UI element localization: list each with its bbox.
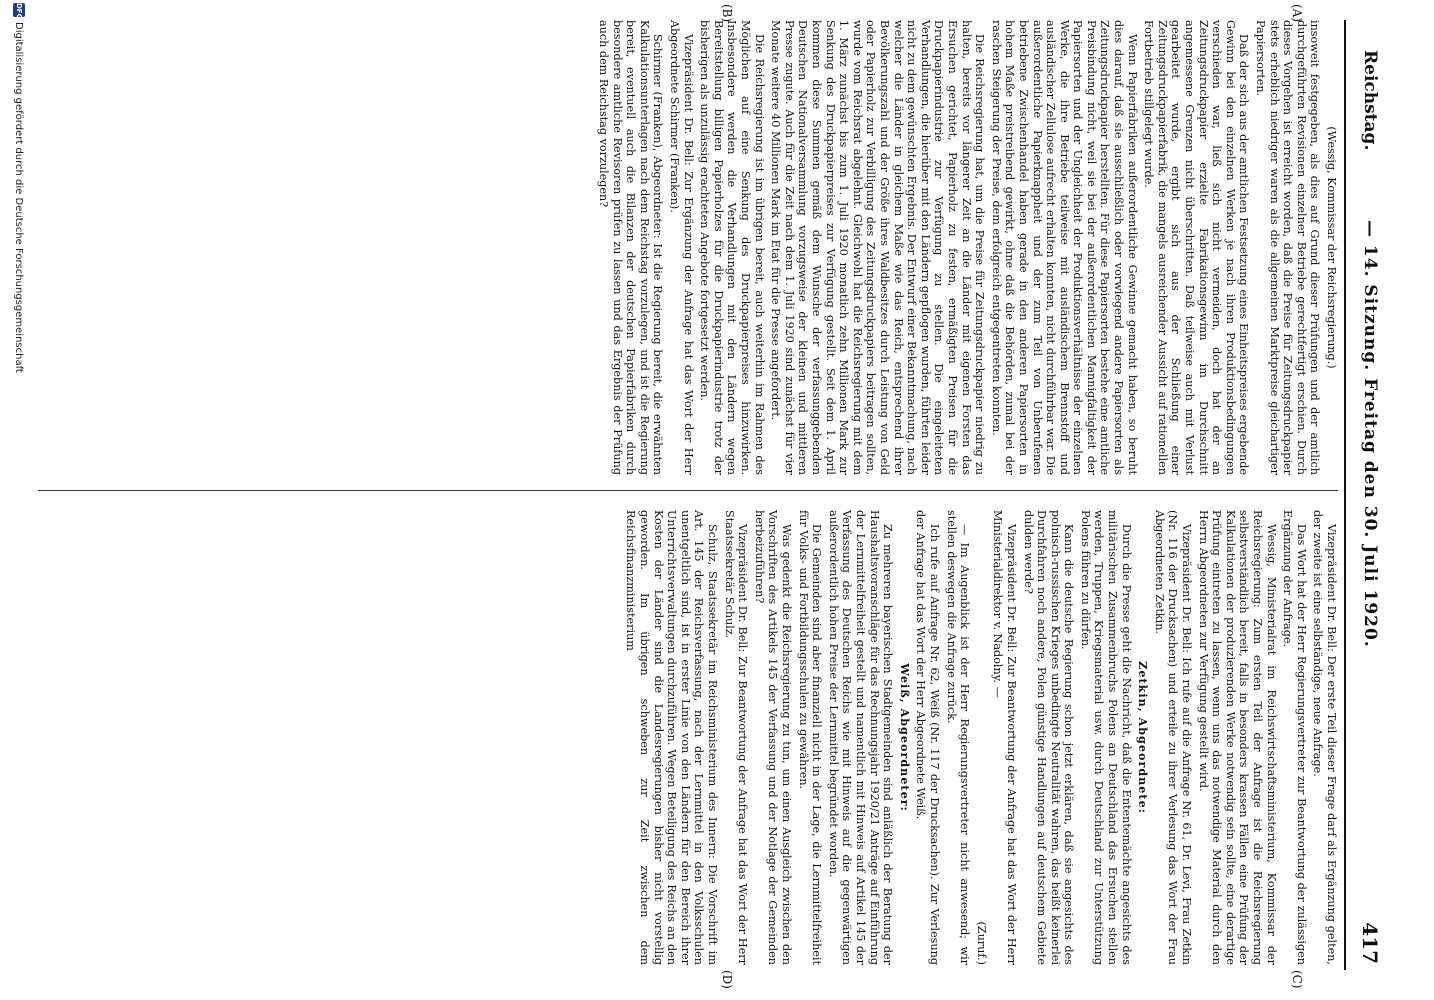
paragraph: Schulz, Staatssekretär im Reichsministerium des Innern: Die Vorschrift im Art. 145 der Reichsverfassung, nach der Lernmittel in den Volksschulen unentgeltlich sind, ist in erster Linie von den Ländern für den Bereich ihrer Unterrichtsverwaltungen durchzuführen. Wegen Beteiligung des Reichs an den Kosten der Länder sind die Landesregierungen bisher nicht vorstellig geworden. Im übrigen schweben zur Zeit zwischen dem Reichsfinanzministerium [624,510,720,965]
margin-mark-a: (A) [1290,4,1304,23]
paragraph: Durch die Presse geht die Nachricht, daß die Ententemächte angesichts des militärischen Zusammenbruchs Polens an Deutschland das Ersuchen stellen werden, Truppen, Kriegsmaterial usw. durch Deutschland zur Unterstützung Polens führen zu dürfen. [1078,510,1133,965]
page-header [1344,20,1386,970]
header-title: Reichstag. [1360,50,1380,151]
paragraph: Wessig, Ministerialrat im Reichswirtschaftsministerium, Kommissar der Reichsregierung: Zum ersten Teil der Anfrage ist die Reichsregierung selbstverständlich bereit, falls in besonders krassen Fällen eine Prüfung der Kalkulationen der produzierenden Werke notwendig sein sollte, eine derartige Prüfung eintreten zu lassen, wenn uns das notwendige Material durch den Herrn Abgeordneten zur Verfügung gestellt wird. [1196,510,1278,965]
left-column [594,20,1338,475]
paragraph: Vizepräsident Dr. Bell: Der erste Teil dieser Frage darf als Ergänzung gelten, der zweite ist eine selbständige, neue Anfrage. [1311,510,1338,965]
paragraph: Zu mehreren bayerischen Stadtgemeinden sind anläßlich der Beratung der Haushaltsvoranschläge für das Rechnungsjahr 1920/21 Anträge auf Einführung der Lernmittelfreiheit gestellt und namentlich mit Hinweis auf Artikel 145 der Verfassung des Deutschen Reichs wie mit Hinweis auf die gegenwärtigen außerordentlich hohen Preise der Lernmittel begründet worden. [826,510,895,965]
paragraph: Kann die deutsche Regierung schon jetzt erklären, daß sie angesichts des polnisch-russischen Krieges unbedingte Neutralität wahren, das heißt keinerlei Durchfahren noch andere, Polen günstige Handlungen auf deutschem Gebiete dulden werde? [1021,510,1076,965]
right-column [621,510,1338,965]
paragraph: Daß der sich aus der amtlichen Festsetzung eines Einheitspreises ergebende Gewinn bei den einzelnen Werken je nach ihren Produktionsbedingungen verschieden war, ließ sich nicht vermeiden, doch hat der an Zeitungsdruckpapier erzielte Fabrikationsgewinn im Durchschnitt angemessene Grenzen nicht überschritten. Daß teilweise auch mit Verlust gearbeitet wurde, ergibt sich aus der Schließung einer Zeitungsdruckpapierfabrik, die mangels ausreichender Aussicht auf rationellen Fortbetrieb stillgelegt wurde. [1142,20,1251,475]
funding-note: Digitalisierung gefördert durch die Deutsche Forschungsgemeinschaft [13,22,24,373]
paragraph: Die Gemeinden sind aber finanziell nicht in der Lage, die Lernmittelfreiheit für Volks- und Fortbildungsschulen zu gewähren. [796,510,824,965]
paragraph: Wenn Papierfabriken außerordentliche Gewinne gemacht haben, so beruht dies darauf, daß sie ausschließlich oder vorwiegend andere Papiersorten als Zeitungsdruckpapier herstellten. Für diese Papiersorten bestehe eine amtliche Preisbindung nicht, weil sie bei der außerordentlichen Mannigfaltigkeit der Papiersorten und der Ungleichheit der Produktionsverhältnisse der einzelnen Werke, die ihre Betriebe teilweise mit ausländischem Brennstoff und ausländischer Zellulose aufrecht erhalten konnten, nicht durchführbar war. Die außerordentliche Papierknappheit und der zum Teil von Unberufenen betriebene Zwischenhandel haben gerade in den anderen Papiersorten in hohem Maße preistreibend gewirkt, ohne daß die Behörden, zumal bei der raschen Steigerung der Preise, dem erfolgreich entgegentreten konnten. [989,20,1139,475]
paragraph: Schirmer (Franken), Abgeordneter: Ist die Regierung bereit, die erwähnten Kalkulationsunterlagen nach dem Reichstag vorzulegen, und ist die Regierung bereit, eventuell auch die Bilanzen der deutschen Papierfabriken durch besondere amtliche Revisoren prüfen zu lassen und das Ergebnis der Prüfung auch dem Reichstag vorzulegen? [597,20,665,475]
paragraph: Vizepräsident Dr. Bell: Zur Beantwortung der Anfrage hat das Wort der Herr Staatssekretär Schulz. [722,510,750,965]
header-session-date: — 14. Sitzung. Freitag den 30. Juli 1920. [1360,220,1380,648]
interjection: (Zuruf.) [974,921,988,965]
speaker-heading: Weiß, Abgeordneter: [897,663,912,812]
page-footer [4,0,28,1000]
margin-mark-d: (D) [720,970,734,989]
paragraph: Vizepräsident Dr. Bell: Zur Ergänzung der Anfrage hat das Wort der Herr Abgeordnete Schirmer (Franken). [668,20,695,475]
page-number: 417 [1358,922,1382,964]
paragraph: insoweit festgegeben, als dies auf Grund dieser Prüfungen und der amtlich durchgeführten Revisionen einzelner Betriebe gerechtfertigt erschien. Durch dieses Vorgehen ist erreicht worden, daß die Preise für Zeitungsdruckpapier stets erheblich niedriger waren als die allgemeinen Marktpreise gleichartiger Papiersorten. [1254,20,1322,475]
paragraph: Vizepräsident Dr. Bell: Ich rufe auf die Anfrage Nr. 61, Dr. Levi, Frau Zetkin (Nr. 116 der Drucksachen) und erteile zu ihrer Verlesung das Wort der Frau Abgeordneten Zetkin. [1152,510,1194,965]
speaker-heading: Zetkin, Abgeordnete: [1136,661,1151,814]
paragraph: Vizepräsident Dr. Bell: Zur Beantwortung der Anfrage hat das Wort der Herr Ministerialdirektor v. Nadolny. — [991,510,1018,965]
paragraph: Was gedenkt die Reichsregierung zu tun, um einen Ausgleich zwischen den Vorschriften des Artikels 145 der Verfassung und der Notlage der Gemeinden herbeizuführen? [752,510,794,965]
speaker-continuation: (Wessig, Kommissar der Reichsregierung.) [1325,126,1338,369]
column-divider [38,490,1338,491]
margin-mark-b: (B) [720,4,734,23]
paragraph: Die Reichsregierung ist im übrigen bereit, auch weiterhin im Rahmen des Möglichen auf eine Senkung des Druckpapierpreises hinzuwirken. Insbesondere werden die Verhandlungen mit den Ländern wegen Bereitstellung billigen Papierholzes für die Druckpapierindustrie trotz der bisherigen als unzulässig erachteten Angebote fortgesetzt werden. [698,20,766,475]
paragraph: Ich rufe auf Anfrage Nr. 62, Weiß (Nr. 117 der Drucksachen). Zur Verlesung der Anfrage hat das Wort der Herr Abgeordnete Weiß. [914,510,941,965]
paragraph: — Im Augenblick ist der Herr Regierungsvertreter nicht anwesend; wir stellen deswegen die Anfrage zurück. [944,510,972,965]
margin-mark-c: (C) [1290,970,1304,989]
paragraph: Die Reichsregierung hat, um die Preise für Zeitungsdruckpapier niedrig zu halten, bereits vor längerer Zeit an die Länder mit eigenen Forsten das Ersuchen gerichtet, Papierholz zu festen, ermäßigten Preisen für die Druckpapierindustrie zur Verfügung zu stellen. Die eingeleiteten Verhandlungen, die hierüber mit den Ländern gepflogen wurden, führten leider nicht zu dem gewünschten Ergebnis. Der Entwurf einer Bekanntmachung, nach welcher die Länder in gleichem Maße wie das Reich, entsprechend ihrer Bevölkerungszahl und der Größe ihres Waldbesitzes durch Leistung von Geld oder Papierholz zur Verbilligung des Zeitungsdruckpapiers beitragen sollten, wurde vom Reichsrat abgelehnt. Gleichwohl hat die Reichsregierung mit dem 1. März zunächst bis zum 1. Juli 1920 monatlich zehn Millionen Mark zur Senkung des Druckpapierpreises zur Verfügung gestellt. Seit dem 1. April kommen diese Summen gemäß dem Wunsche der verfassunggebenden Deutschen Nationalversammlung vorzugsweise der kleinen und mittleren Presse zugute. Auch für die Zeit nach dem 1. Juli 1920 sind zunächst für vier Monate weitere 40 Millionen Mark im Etat für die Presse angefordert. [769,20,987,475]
dfg-logo-icon: DFG [15,3,23,20]
paragraph: Das Wort hat der Herr Regierungsvertreter zur Beantwortung der zulässigen Ergänzung der Anfrage. [1281,510,1308,965]
